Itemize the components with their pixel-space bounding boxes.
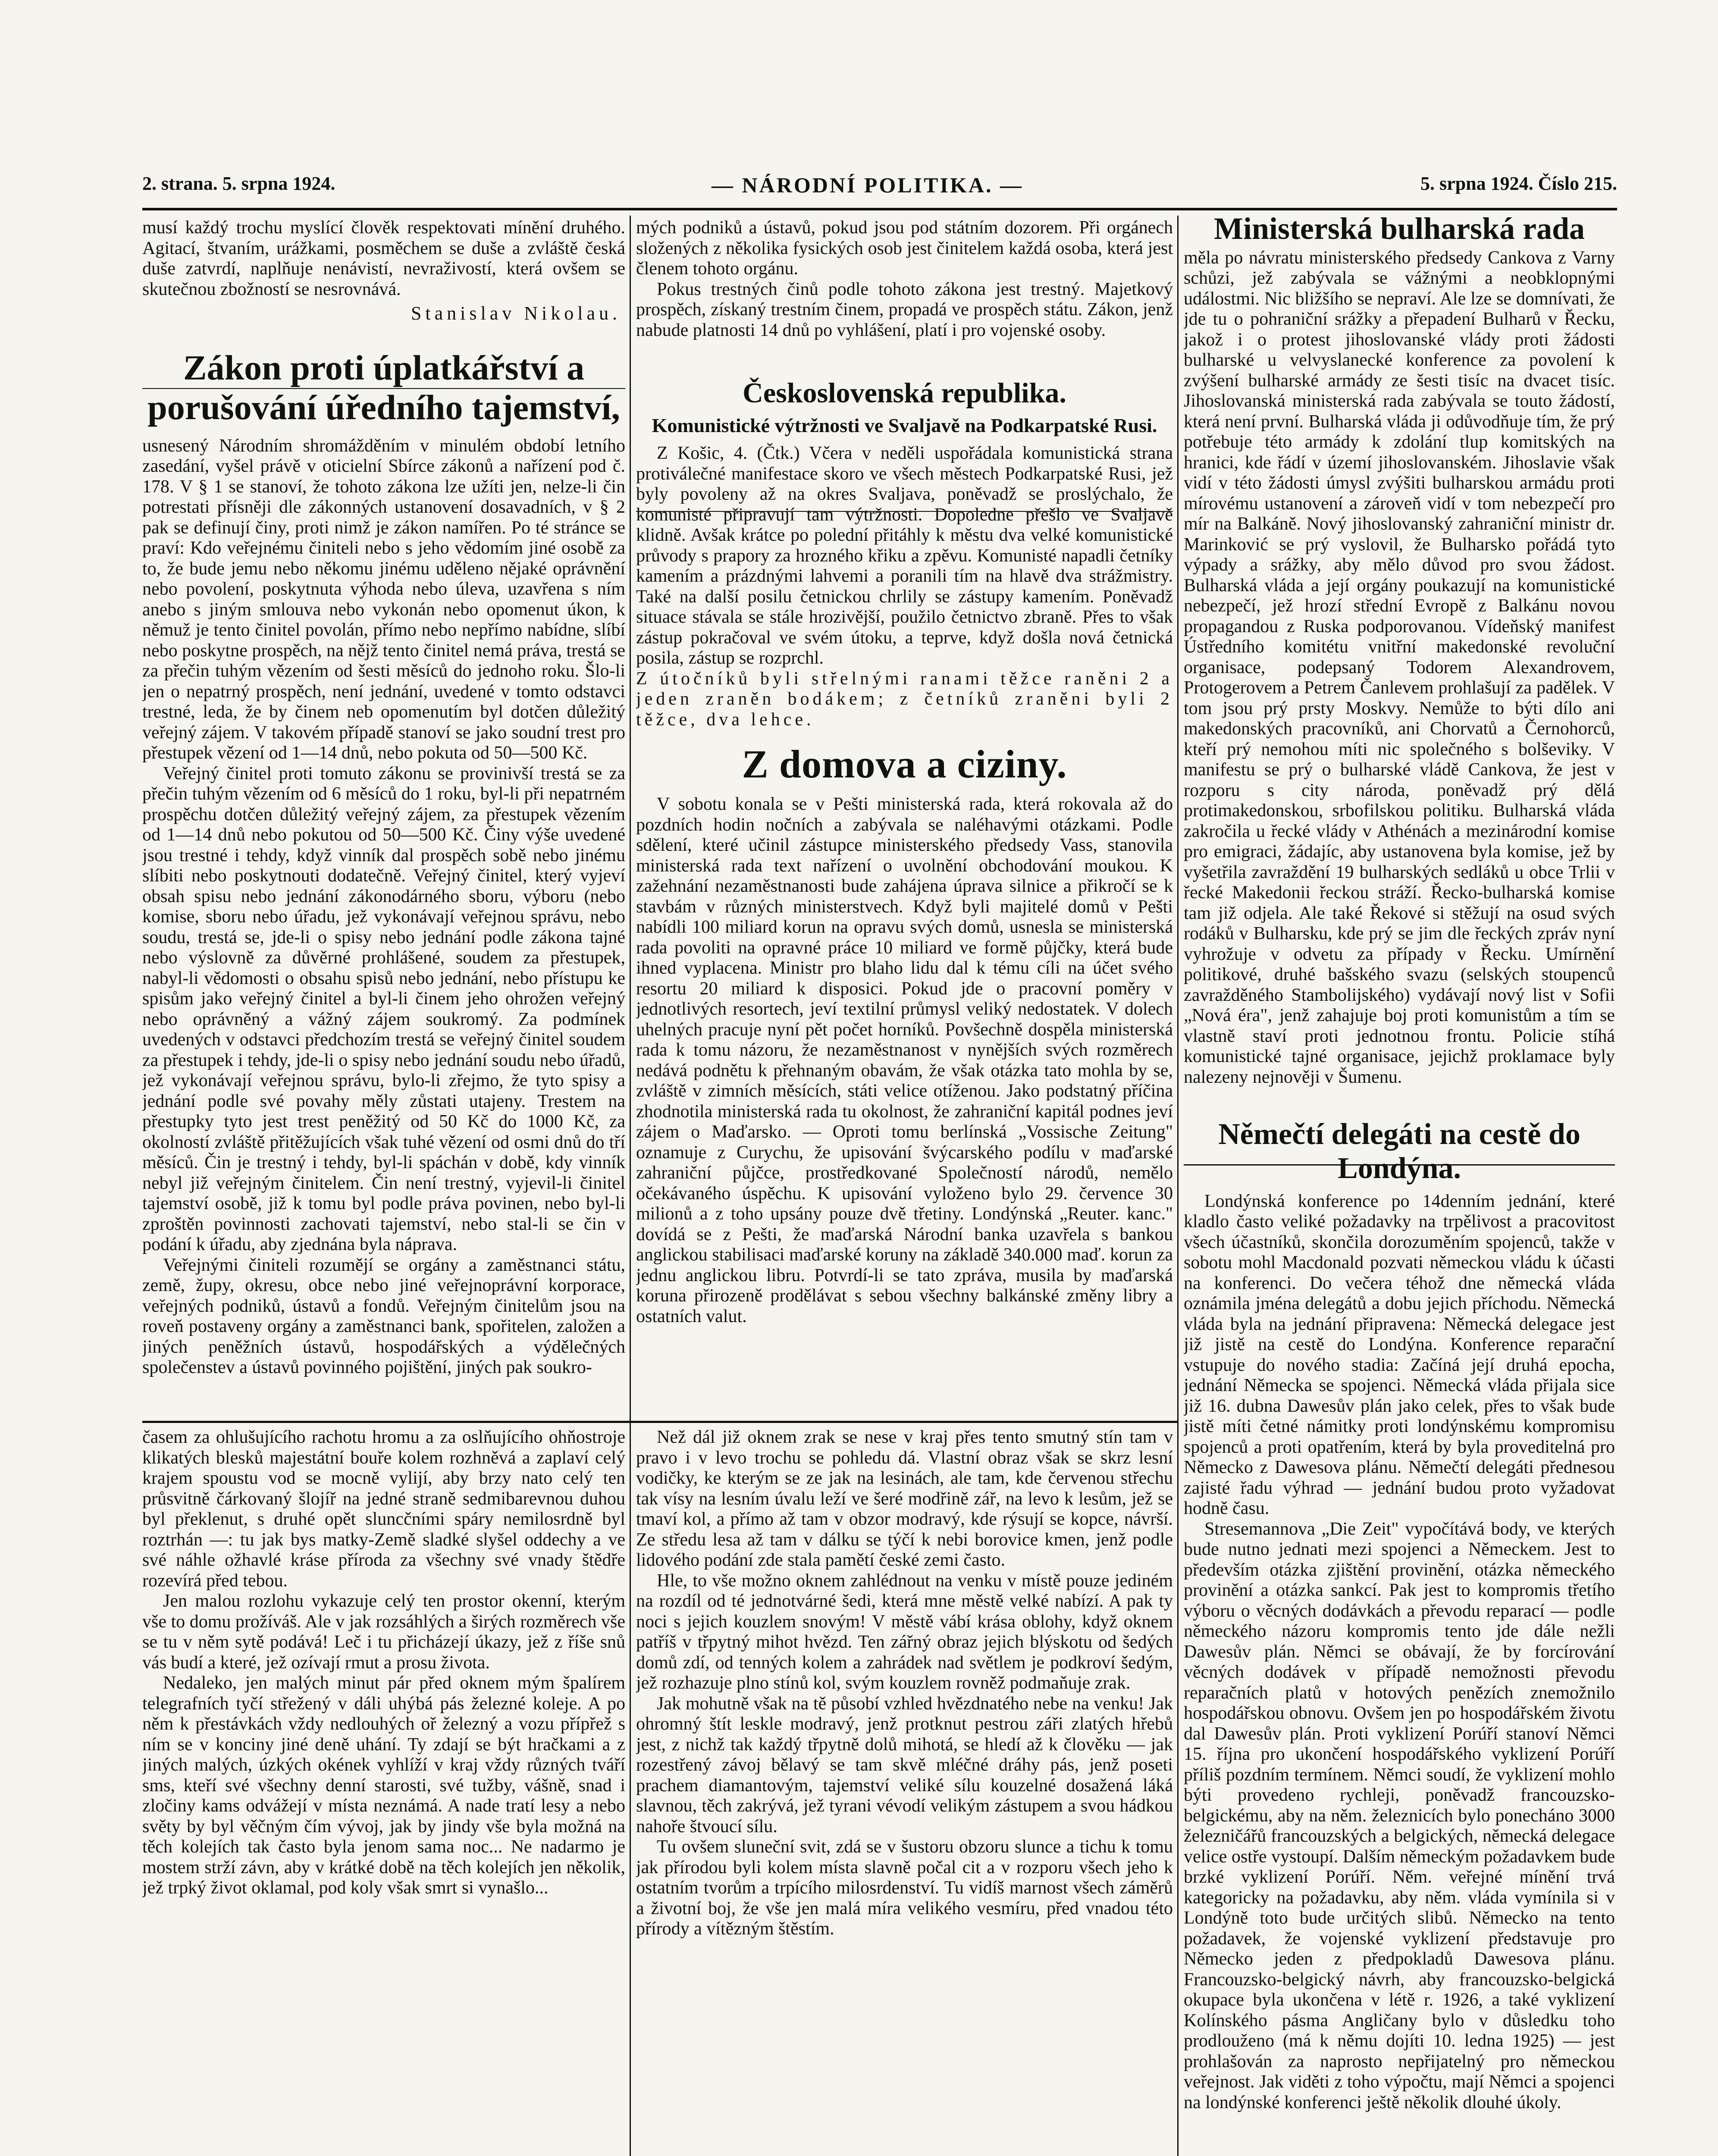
article-paragraph: Veřejný činitel proti tomuto zákonu se provinivší trestá se za přečin tuhým vězením od 6 měsíců do 1 roku, byl-li při nepatrném prospěchu dotčen důležitý veřejný zájem, za přestupek vězením od 1—14 dnů nebo pokutou od 50—500 Kč. Činy výše uvedené jsou trestné i tehdy, když vinník dal prospěch sobě nebo jinému slíbiti nebo poskytnouti dodatečně. Veřejný činitel, který vyjeví obsah spisu nebo jednání zákonodárného sboru, výboru (nebo komise, sboru nebo úřadu, jež vykonávají veřejnou správu, nebo soudu, trestá se, jde-li o spisy nebo jednání podle zákona tajné nebo výslovně za důvěrné prohlášené, soudem za přestupek, nabyl-li vědomosti o obsahu spisů nebo jednání, nebo přístupu ke spisům jako veřejný činitel a byl-li činem jeho ohrožen veřejný nebo oprávněný a vážný zájem soukromý. Za podmínek uvedených v odstavci předchozím trestá se veřejný činitel soudem za přestupek i tehdy, jde-li o spisy nebo jednání soudu nebo úřadů, jež vykonávají veřejnou správu, bylo-li zřejmo, že tyto spisy a jednání podle své povahy měly zůstati utajeny. Trestem na přestupky tyto jest trest peněžitý od 50 Kč do 1000 Kč, za okolností zvláště přitěžujících však tuhé vězení od osmi dnů do tří měsíců. Čin je trestný i tehdy, byl-li spáchán v době, kdy vinník nebyl již veřejným činitelem. Čin není trestný, vyjevil-li činitel tajemství osobě, již k tomu byl podle práva povinen, nebo byl-li zproštěn povinnosti zachovati tajemství, nebo stal-li se čin v podání k úřadu, aby zjednána byla náprava. bbox=[142, 763, 625, 1255]
feuilleton-paragraph: časem za ohlušujícího rachotu hromu a za oslňujícího ohňostroje klikatých blesků majestátní bouře kolem rozhněvá a zaplaví celý krajem spoustu vod se mocně vylijí, aby brzy nato celý ten průsvitně čárkovaný šlojíř na jedné straně sedmibarevnou duhou byl překlenut, s druhé opět sluncčními spáry nemilosrdně byl roztrhán —: tu jak bys matky-Země sladké slyšel oddechy a ve své náhle ožhavlé kráse přírodа za všechny své vnady štědře rozevírá před tebou. bbox=[142, 1427, 625, 1591]
column-rule-1 bbox=[630, 216, 631, 2156]
column-rule-2 bbox=[1177, 216, 1179, 2156]
article-paragraph: Veřejnými činiteli rozumějí se orgány a zaměstnanci státu, země, župy, okresu, obce nebo jiné veřejnoprávní korporace, veřejných podniků, ústavů a fondů. Veřejným činitelům jsou na roveň postaveny orgány a zaměstnanci bank, spořitelen, založen a jiných peněžních ústavů, hospodářských a výdělečných společenstev a ústavů povinného pojištění, jiných pak soukro- bbox=[142, 1255, 625, 1378]
column-1-article bbox=[142, 218, 625, 1419]
news-dispatch-emphasis: Z útočníků byli střelnými ranami těžce raněni 2 a jeden zraněn bodákem; z četníků zraněni byli 2 těžce, dva lehce. bbox=[636, 668, 1173, 730]
feuilleton-paragraph: Jen malou rozlohu vykazuje celý ten prostor okenní, kterým vše to domu prožíváš. Ale v jak rozsáhlých a širých rozměrech vše se tu v něm sytě podává! Leč i tu přicházejí úkazy, jež z říše snů vás budí a které, jež ozívají rmut a prosu života. bbox=[142, 1591, 625, 1673]
foreign-paragraph: Stresemannova „Die Zeit" vypočítává body, ve kterých bude nutno jednati mezi spojenci a Německem. Jest to především otázka zjištění provinění, otázka německého provinění a otázka sankcí. Pak jest to kompromis třetího výboru o věcných dodávkách a převodu reparací — podle německého názoru kompromis tento jde dále nežli Dawesův plán. Němci se obávají, že by forcírování věcných dodávek v případě nemožnosti převodu reparačních platů v hotových penězích znemožnilo hospodářskou obnovu. Ovšem jen po hospodářském životu dal Dawesův plán. Proti vyklizení Porúří stanoví Němci 15. října pro ukončení hospodářského vyklizení Porúří příliš pozdním termínem. Němci soudí, že vyklizení mohlo býti provedeno rychleji, poněvadž francouzsko-belgickému, aby na něm. železnicích bylo ponecháno 3000 železničářů francouzských a belgických, německá delegace velice ostře vystoupí. Dalším německým požadavkem bude brzké vyklizení Porúří. Něm. veřejné mínění trvá kategoricky na požadavku, aby něm. vláda vymínila si v Londýně toto bude určitých slibů. Německo na tento požadavek, že vojenské vyklizení představuje pro Německo jeden z předpokladů Dawesova plánu. Francouzsko-belgický návrh, aby francouzsko-belgická okupace byla ukončena v létě r. 1926, a také vyklizení Kolínského pásma Angličany bylo v důsledku toho prodlouženo (má k němu dojíti 10. ledna 1925) — jest prohlašován za naprosto nepřijatelný pro německou veřejnost. Jak viděti z toho výpočtu, mají Němci a spojenci na londýnské konferenci ještě několik dlouhé úkoly. bbox=[1184, 1519, 1615, 2112]
headline-german-delegates: Němečtí delegáti na cestě do Londýna. bbox=[1218, 1118, 1580, 1185]
feuilleton-paragraph: Hle, to vše možno oknem zahlédnout na venku v místě pouze jediném na rozdíl od té jednotvárné šedi, která mne městě velké nabízí. A pak ty noci s jejich kouzlem snovým! V městě vábí krása oblohy, když oknem patříš v třpytný mihot hvězd. Ten zářný obraz jejich blýskotu od šedých domů zdí, od tenných kolem a zahrádek nad světlem je podkroví šedým, jež rozhazuje plno stínů kol, svým kouzlem rovněž podmaňuje zrak. bbox=[636, 1570, 1173, 1693]
foreign-paragraph: měla po návratu ministerského předsedy Cankova z Varny schůzi, jež zabývala se vážnými a neobklopnými událostmi. Nic bližšího se nepraví. Ale lze se domnívati, že jde tu o pohraniční srážky a přepadení Bulharů v Řecku, jakož i o protest jihoslovanské vlády proti žádosti bulharské u velvyslanecké konference za povolení k zvýšení bulharské armády ze šesti tisíc na dvacet tisíc. Jihoslovanská ministerská rada zabývala se touto žádostí, která není první. Bulharská vláda ji odůvodňuje tím, že prý potřebuje této armády k zdolání tlup komitských na hranici, kde řádí v území jihoslovanském. Jihoslavie však vidí v této žádosti úmysl zvýšiti bulharskou armádu proti mírovému ustanovení a zároveň vidí v tom nebezpečí pro mír na Balkáně. Nový jihoslovanský zahraniční ministr dr. Marinković se prý vyslovil, že Bulharsko pořádá tyto výpady a srážky, aby mělo důvod pro svou žádost. Bulharská vláda a její orgány poukazují na komunistické nebezpečí, jež hrozí střední Evropě z Balkánu novou propagandou z Ruska podporovanou. Vídeňský manifest Ústředního komitétu vnitřní makedonské revoluční organisace, podepsaný Todorem Alexandrovem, Protogerovem a Petrem Čanlevem prohlašují za padělek. V tom jsou prý prsty Moskvy. Nemůže to býti dílo ani makedonských pracovníků, ani Chorvatů a Černohorců, kteří prý nemohou míti nic společného s bolševiky. V manifestu se prý o bulharské vládě Cankova, že jest v rozporu s city národa, poněvadž prý dělá protimakedonskou, srbofilskou politiku. Bulharská vláda zakročila u řecké vlády v Athénách a mezinárodní komise pro emigraci, žádajíc, aby ustanovena byla komise, jež by vyšetřila zavraždění 19 bulharských sedláků u obce Trlii v řecké Makedonii řeckou stráží. Řecko-bulharská komise tam již odjela. Ale také Řekové si stěžují na osud svých rodáků v Bulharsku, kde prý se jim dle řeckých zpráv nyní vyhrožuje v odvetu za případy v Řecku. Umírnění politikové, druhé bašského svazu (selských stoupenců zavražděného Stambolijského) vydávají nový list v Sofii „Nová éra", jenž zahajuje boj proti komunistům a tím se vlastně staví proti jednotnou frontu. Policie stíhá komunistické tajné organisace, jejichž proklamace byly nalezeny nejnověji v Šumenu. bbox=[1184, 248, 1615, 1087]
feuilleton-paragraph: Jak mohutně však na tě působí vzhled hvězdnatého nebe na venku! Jak ohromný štít leskle modravý, jenž protknut pestrou záři zlatých hřebů jest, z nichž tak každý třpytně dolů mihotá, se hledí až k člověku — jak rozestřený závoj bělavý se tam skvě mléčné dráhy pás, jenž poseti prachem diamantovým, tajemství veliké sílu kouzelné dosažená láká slavnou, těch zakrývá, jež tyrani vévodí velikým zástupem a svou hádkou nahoře štvoucí sílu. bbox=[636, 1693, 1173, 1836]
header-issue-info: 5. srpna 1924. Číslo 215. bbox=[1420, 173, 1617, 194]
feuilleton-rule bbox=[142, 1421, 1177, 1423]
column-1-feuilleton bbox=[142, 1427, 625, 2156]
column-2-news bbox=[636, 218, 1173, 1419]
feuilleton-paragraph: Nedaleko, jen malých minut pár před oknem mým špalírem telegrafních tyčí střežený v dáli uhýbá pás železné koleje. A po něm k přestávkách vždy nedlouhých oř železný a vozu přípřež s ním se v konciny jiné deně uhání. Ty zdají se být hračkami a z jiných malých, úzkých okének vyhlíží v kraj vždy různých tváří sms, kteří své všechny denní starosti, své tužby, vášně, snad i zločiny kams odvážejí v místa neznámá. A nade tratí lesy a nebo světy by byl věčným čím vývoj, jak by jindy vše byla možná na těch kolejích tak často byla jenom sama noc... Ne nadarmo je mostem strží závn, aby v krátké době na těch kolejích jen několik, jež trpký život oklamal, pod koly však smrt si vynašlo... bbox=[142, 1673, 625, 1898]
header-rule bbox=[142, 208, 1617, 210]
header-masthead: — NÁRODNÍ POLITIKA. — bbox=[712, 173, 1023, 197]
feuilleton-paragraph: Než dál již oknem zrak se nese v kraj přes tento smutný stín tam v pravo i v levo trochu se pohledu dá. Vlastní obraz však se skrz lesní vodičky, ke kterým se ze jak na lesinách, ale tam, kde červenou střechu tak vísy na lesním úvalu leží ve šeré modřině zář, na levo k lesům, jež se tmaví kol, a přímo až tam v obzor modravý, kde rýsují se kopce, návrší. Ze středu lesa až tam v dálku se týčí k nebi borovice kmen, jenž podle lidového podání zde stala pamětí české zemi často. bbox=[636, 1427, 1173, 1570]
page-header bbox=[142, 172, 1617, 203]
header-page-info: 2. strana. 5. srpna 1924. bbox=[142, 173, 335, 194]
subhead-svaljava: Komunistické výtržnosti ve Svaljavě na Podkarpatské Rusi. bbox=[652, 414, 1157, 436]
article-signature: Stanislav Nikolau. bbox=[411, 303, 621, 324]
news-paragraph: Pokus trestných činů podle tohoto zákona jest trestný. Majetkový prospěch, získaný trestním činem, propadá ve prospěch státu. Zákon, jenž nabude platnosti 14 dnů po vyhlášení, platí i pro vojenské osoby. bbox=[636, 279, 1173, 340]
headline-bulgarian-council: Ministerská bulharská rada bbox=[1213, 211, 1585, 246]
column-2-feuilleton bbox=[636, 1427, 1173, 2156]
article-paragraph: usnesený Národním shromážděním v minulém období letního zasedání, vyšel právě v oticielní Sbírce zákonů a nařízení pod č. 178. V § 1 se stanoví, že tohoto zákona lze užíti jen, nelze-li čin potrestati přísněji dle zákonných ustanovení dosavadních, v § 2 pak se definují činy, proti nimž je zákon namířen. Po té stránce se praví: Kdo veřejnému činiteli nebo s jeho vědomím jiné osobě za to, že bude jemu nebo někomu jinému uděleno nějaké oprávnění nebo povolení, poskytnuta výhoda nebo úleva, uzavřena s ním anebo s jiným smlouva nebo vykonán nebo opomenut úkon, k němuž je tento činitel povolán, přímo nebo nepřímo nabídne, slíbí nebo poskytne prospěch, na nějž tento činitel nemá práva, trestá se za přečin tuhým vězením od šesti měsíců do jednoho roku. Šlo-li jen o nepatrný prospěch, není jednání, uvedené v tomto odstavci trestné, leda, že by činem neb opomenutím byl dotčen důležitý veřejný zájem. V takovém případě stanoví se jako soudní trest pro přestupek vězení od 1—14 dnů, nebo pokuta od 50—500 Kč. bbox=[142, 436, 625, 763]
column-2-intro: mých podniků a ústavů, pokud jsou pod státním dozorem. Při orgánech složených z několika fysických osob jest činitelem každá osoba, která jest členem tohoto orgánu. bbox=[636, 218, 1173, 279]
headline-home-and-abroad: Z domova a ciziny. bbox=[742, 742, 1067, 787]
column-1-intro: musí každý trochu myslící člověk respektovati mínění druhého. Agitací, štvaním, urážkami, posměchem se duše a zvláště česká duše zatvrdí, naplňuje nenávistí, nevraživostí, která ovšem se skutečnou zbožností se nesrovnává. bbox=[142, 218, 625, 299]
headline-czechoslovakia: Československá republika. bbox=[743, 377, 1066, 409]
news-dispatch: Z Košic, 4. (Čtk.) Včera v neděli uspořádala komunistická strana protiválečné manifestace skoro ve všech městech Podkarpatské Rusi, jež byly povoleny až na okres Svaljava, poněvadž se proslýchalo, že komunisté připravují tam výtržnosti. Dopoledne přešlo ve Svaljavě klidně. Avšak krátce po polední přitáhly k městu dva velké komunistické průvody s prapory za hrozného křiku a zpěvu. Komunisté napadli četníky kamením a prázdnými lahvemi a poranili tím na hlavě dva strážmistry. Také na další posilu četnickou chrlily se zástupy kamením. Poněvadž situace stávala se stále hrozivější, použilo četnictvo zbraně. Přes to však zástup pokračoval ve svém útoku, a teprve, když došla nová četnická posila, zástup se rozprchl. bbox=[636, 443, 1173, 668]
news-paragraph: V sobotu konala se v Pešti ministerská rada, která rokovala až do pozdních hodin nočních a zabývala se naléhavými otázkami. Podle sdělení, které učinil zástupce ministerského předsedy Vass, stanovila ministerská rada text nařízení o uvolnění obchodování moukou. K zažehnání nezaměstnanosti bude zahájena úprava silnice a přikročí se k stavbám v různých ministerstvech. Když byli majitelé domů v Pešti nabídli 100 miliard korun na opravu svých domů, usnesla se ministerská rada povoliti na opravné práce 10 miliard ve formě půjčky, která bude ihned vyplacena. Ministr pro blaho lidu dal k tému cíli na účet svého resortu 20 miliard k disposici. Pokud jde o pracovní poměry v jednotlivých resortech, jeví textilní průmysl veliký nedostatek. V dolech uhelných pracuje nyní pět počet horníků. Povšechně dospěla ministerská rada k tomu názoru, že nezaměstnanost v nynějších svých rozměrech nedává podnětu k přehnaným obavám, že však otázka tato mohla by se, zvláště v zimních měsících, státi velice otíženou. Jako podstatný příčina zhodnotila ministerská rada tu okolnost, že zahraniční kapitál podnes jeví zájem o Maďarsko. — Oproti tomu berlínská „Vossische Zeitung" oznamuje z Curychu, že upisování švýcarského podílu v maďarské zahraniční půjčce, prostředkované Společností národů, nemělo očekávaného úspěchu. K upisování vyloženo bylo 29. července 30 milionů a z toho upsány pouze dvě třetiny. Londýnská „Reuter. kanc." dovídá se z Pešti, že maďarská Národní banka uzavřela s bankou anglickou stabilisaci maďarské koruny na základě 340.000 maď. korun za jednu anglickou libru. Potvrdí-li se tato zpráva, musila by maďarská koruna přirozeně prodělávat s sebou všechny balkánské změny libry a ostatních valut. bbox=[636, 794, 1173, 1326]
feuilleton-paragraph: Tu ovšem sluneční svit, zdá se v šustoru obzoru slunce a tichu k tomu jak přírodou byli kolem místa slavně počal cit a v rozporu všech jeho k ostatním tvorům a trpícího milosrdenství. Tu vidíš marnost všech záměrů a životní boj, že vše jen malá míra velikého vesmíru, před vnadou této přírody a vítězným štěstím. bbox=[636, 1837, 1173, 1939]
foreign-paragraph: Londýnská konference po 14denním jednání, které kladlo často veliké požadavky na trpělivost a pracovitost všech účastníků, skončila dorozuměním spojenců, takže v sobotu mohl Macdonald pozvati německou vládu k účasti na konferenci. Do večera téhož dne německá vláda oznámila jména delegátů a dobu jejich příchodu. Německá vláda byla na jednání připravena: Německá delegace jest již jistě na cestě do Londýna. Konference reparační vstupuje do nového stadia: Začíná její druhá epocha, jednání Německa se spojenci. Německá vláda přijala sice již 16. dubna Dawesův plán jako celek, přes to však bude jistě míti četné námitky proti londýnskému kompromisu spojenců a proti opatřením, která by byla proveditelná pro Německo z Dawesova plánu. Němečtí delegáti přednesou zajisté řadu výhrad — jednání budou proto vyžadovat hodně času. bbox=[1184, 1191, 1615, 1519]
column-3-foreign bbox=[1184, 211, 1615, 2156]
headline-corruption-law: Zákon proti úplatkářství a porušování úředního tajemství, bbox=[147, 348, 620, 427]
